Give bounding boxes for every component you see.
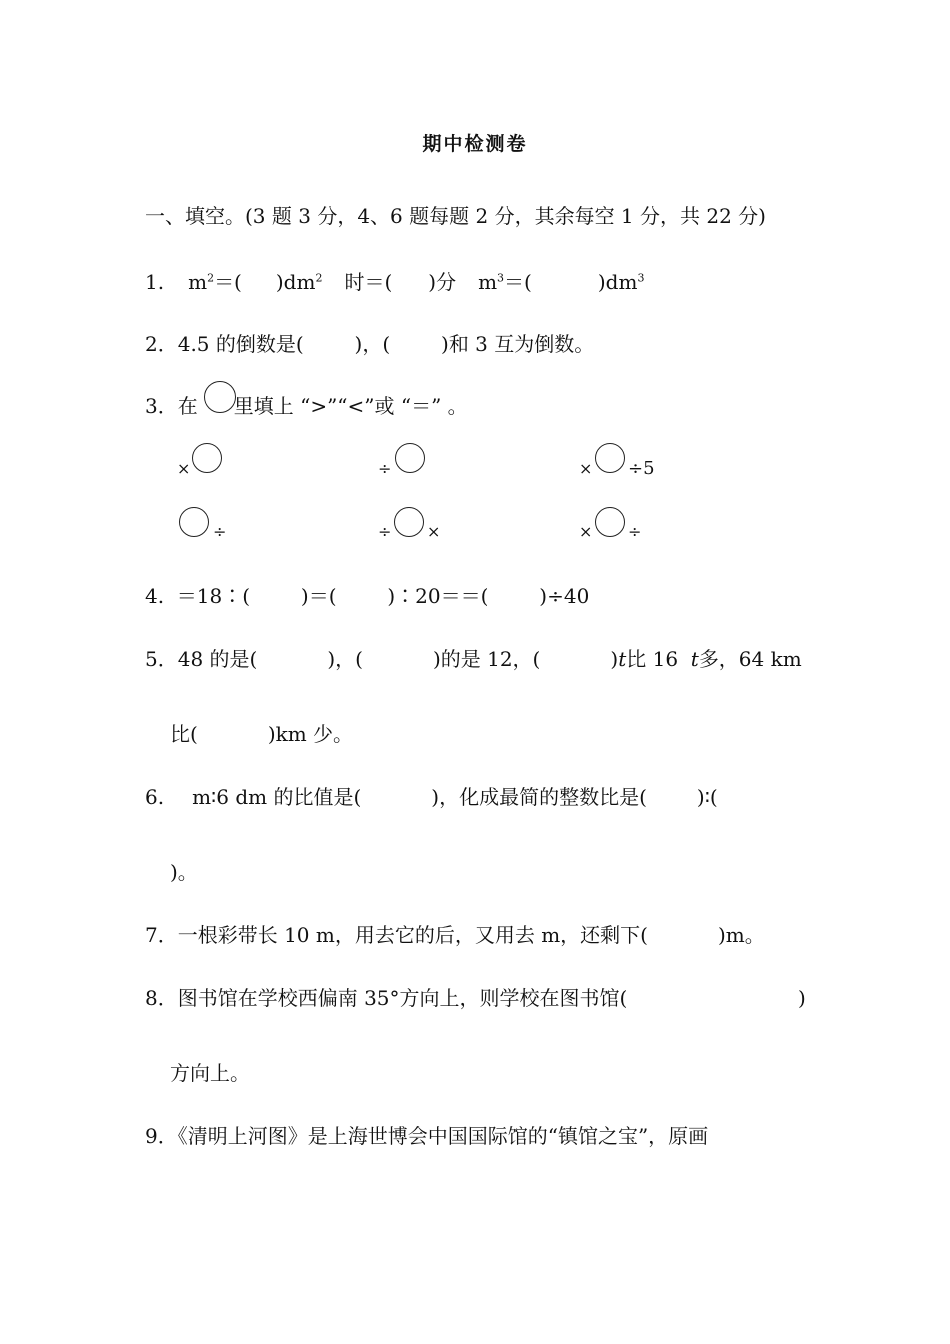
page-title: 期中检测卷 xyxy=(422,133,528,155)
answer-circle[interactable] xyxy=(395,443,425,473)
section-heading: 一、填空。(3 题 3 分，4、6 题每题 2 分，其余每空 1 分，共 22 分) xyxy=(145,204,766,228)
q7-part-a: 7．一根彩带长 10 m，用去它的后，又用去 m，还剩下( xyxy=(145,923,648,947)
question-7 xyxy=(145,921,765,949)
question-5-cont xyxy=(170,720,353,748)
question-6-cont: )。 xyxy=(170,860,198,884)
q1-hour: 时＝( xyxy=(344,270,393,294)
question-2: 2．4.5 的倒数是( )，( )和 3 互为倒数。 xyxy=(145,332,595,356)
q1-sup: 3 xyxy=(637,271,645,285)
q5-part-f: 多，64 km xyxy=(698,647,802,671)
q5-part-d: ) xyxy=(610,647,619,671)
q6-part-d: )∶( xyxy=(696,785,718,809)
q5-part-c: )的是 12，( xyxy=(432,647,541,671)
question-1 xyxy=(145,268,644,296)
divide-sign: ÷ xyxy=(213,522,227,541)
q1-sup: 3 xyxy=(497,271,505,285)
question-8-cont: 方向上。 xyxy=(170,1061,250,1085)
q6-part-c: )，化成最简的整数比是( xyxy=(431,785,647,809)
divide-sign: ÷ xyxy=(378,522,392,541)
answer-circle[interactable] xyxy=(595,507,625,537)
times-sign: × xyxy=(427,522,441,541)
question-5 xyxy=(145,645,802,673)
q1-eq: ＝( xyxy=(214,270,242,294)
answer-circle[interactable] xyxy=(394,507,424,537)
question-3 xyxy=(145,392,468,420)
q3-instruction: 里填上 “>”“<”或 “＝” 。 xyxy=(233,394,468,418)
answer-circle-example xyxy=(204,381,236,413)
divide-sign: ÷ xyxy=(378,459,392,478)
q5-unit-t: t xyxy=(618,647,627,671)
q8-part-a: 8．图书馆在学校西偏南 35°方向上，则学校在图书馆( xyxy=(145,986,628,1010)
q5-part-h: )km 少。 xyxy=(267,722,354,746)
q6-number: 6. xyxy=(145,785,165,809)
q5-unit-t: t xyxy=(690,647,699,671)
q8-close-paren: ) xyxy=(798,986,806,1010)
q1-dm: )dm xyxy=(275,270,316,294)
q1-sup: 2 xyxy=(315,271,323,285)
answer-circle[interactable] xyxy=(179,507,209,537)
q5-part-e: 比 16 xyxy=(626,647,679,671)
answer-circle[interactable] xyxy=(192,443,222,473)
q5-part-a: 5．48 的是( xyxy=(145,647,258,671)
divide-sign: ÷ xyxy=(628,522,642,541)
question-4: 4. ＝18∶( )＝( )∶20＝＝( )÷40 xyxy=(145,584,590,608)
question-9: 9．《清明上河图》是上海世博会中国国际馆的“镇馆之宝”，原画 xyxy=(145,1124,709,1148)
q1-m3: m xyxy=(478,270,498,294)
q1-unit-m: m xyxy=(188,270,208,294)
q5-part-g: 比( xyxy=(170,722,198,746)
q3-prefix: 3．在 xyxy=(145,394,198,418)
q5-part-b: )，( xyxy=(327,647,363,671)
q1-number: 1. xyxy=(145,270,165,294)
question-6 xyxy=(145,783,718,811)
times-sign: × xyxy=(579,459,593,478)
q6-part-b: m∶6 dm 的比值是( xyxy=(192,785,362,809)
q1-minute: )分 xyxy=(428,270,457,294)
q1-dm3: )dm xyxy=(597,270,638,294)
question-8 xyxy=(145,984,627,1012)
divide-five: ÷5 xyxy=(628,458,655,479)
q7-part-b: )m。 xyxy=(717,923,765,947)
times-sign: × xyxy=(177,459,191,478)
q1-sup: 2 xyxy=(207,271,215,285)
times-sign: × xyxy=(579,522,593,541)
q1-eq2: ＝( xyxy=(504,270,532,294)
answer-circle[interactable] xyxy=(595,443,625,473)
